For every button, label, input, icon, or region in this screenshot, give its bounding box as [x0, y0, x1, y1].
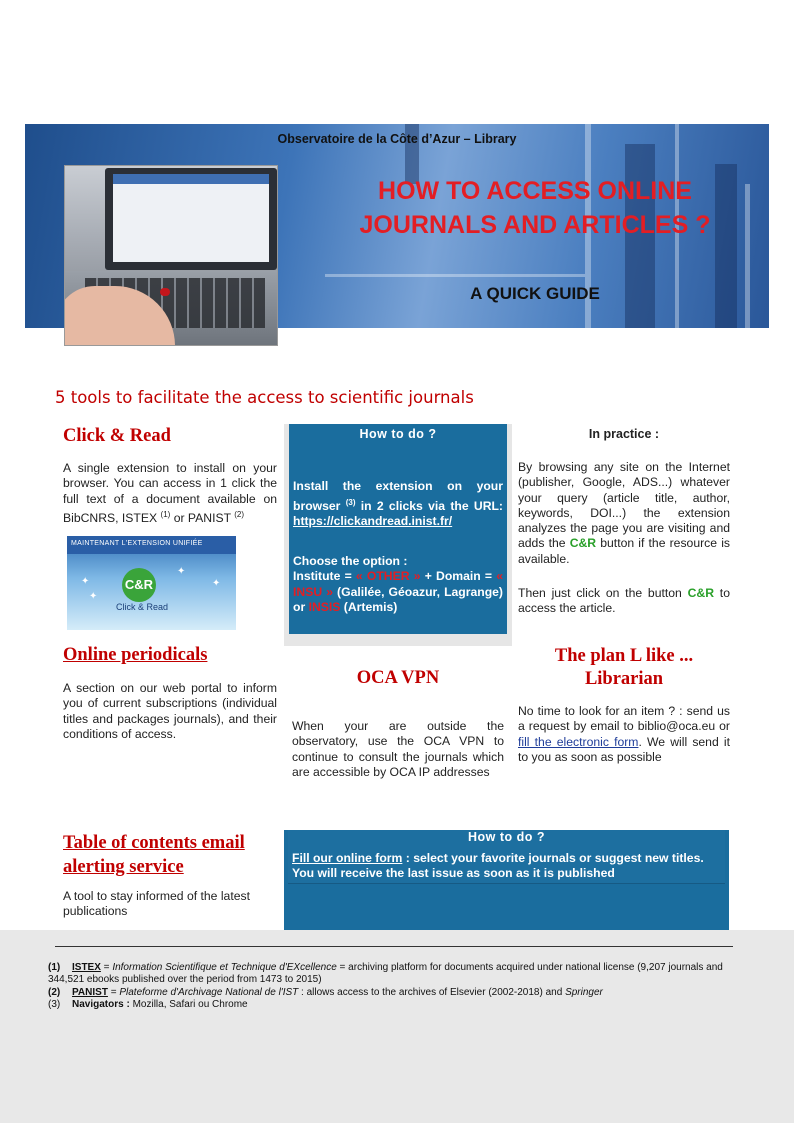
- page-title: HOW TO ACCESS ONLINE JOURNALS AND ARTICLES ?: [359, 177, 711, 239]
- electronic-form-link[interactable]: fill the electronic form: [518, 734, 639, 749]
- organization-name: Observatoire de la Côte d’Azur – Library: [277, 132, 517, 146]
- footer-divider: [55, 946, 733, 947]
- vpn-title: OCA VPN: [356, 668, 440, 688]
- howto-install-box: [289, 424, 507, 634]
- practice-title: In practice :: [588, 427, 660, 441]
- install-instructions: Install the extension on your browser $^{(3)}$ in 2 clicks via the URL: https://clickandread.inist.fr/: [293, 479, 503, 529]
- online-form-link[interactable]: Fill our online form: [292, 851, 403, 865]
- click-read-description: A single extension to install on your browser. You can access in 1 click the full text of a document available on BibCNRS, ISTEX $^{(1)}$ or PANIST $^{(2)}$: [63, 461, 277, 525]
- footnote-2: (2) PANIST = Plateforme d'Archivage National de l'IST : allows access to the archives of Elsevier (2002-2018) and Springer: [48, 987, 603, 998]
- footer: [0, 930, 794, 1123]
- footnote-3: (3) Navigators : Mozilla, Safari ou Chrome: [48, 999, 248, 1010]
- online-periodicals-title[interactable]: Online periodicals: [63, 645, 208, 665]
- clickandread-link[interactable]: https://clickandread.inist.fr/: [293, 514, 453, 529]
- plan-l-title: The plan L like ... Librarian: [554, 646, 694, 689]
- howto-title: How to do ?: [359, 427, 437, 441]
- alert-instructions: Fill our online form : select your favorite journals or suggest new titles. You will receive the last issue as soon as it is published: [292, 851, 704, 880]
- plan-l-description: No time to look for an item ? : send us a request by email to biblio@oca.eu or fill the electronic form. We will send it to you as soon as possible: [518, 704, 730, 764]
- option-instructions: Choose the option : Institute = « OTHER » + Domain = « INSU » (Galilée, Géoazur, Lagrange) or INSIS (Artemis): [293, 553, 503, 615]
- howto-alert-box: [288, 830, 725, 884]
- periodicals-description: A section on our web portal to inform you of current subscriptions (individual titles and packages journals), and their conditions of access.: [63, 681, 277, 741]
- practice-description: By browsing any site on the Internet (publisher, Google, ADS...) whatever your query (article title, author, keywords, DOI...) the extension analyzes the page you are visiting and adds the C&R button if the resource is available.: [518, 460, 730, 566]
- page-subtitle: A QUICK GUIDE: [470, 284, 600, 303]
- click-read-logo-icon: C&R: [122, 568, 156, 602]
- section-heading: 5 tools to facilitate the access to scientific journals: [55, 388, 474, 407]
- click-read-title: Click & Read: [63, 426, 171, 446]
- howto-alert-title: How to do ?: [467, 830, 545, 844]
- vpn-description: When your are outside the observatory, use the OCA VPN to continue to consult the journals which are accessible by OCA IP addresses: [292, 719, 504, 779]
- click-read-image: MAINTENANT L'EXTENSION UNIFIÉE ✦ ✦ ✦ ✦ C&R Click & Read: [67, 536, 236, 630]
- laptop-photo: [64, 165, 278, 346]
- toc-alert-title[interactable]: Table of contents email alerting service: [63, 833, 245, 877]
- practice-click-text: Then just click on the button C&R to access the article.: [518, 586, 730, 616]
- footnote-1: (1) ISTEX = Information Scientifique et Technique d'EXcellence = archiving platform for documents acquired under national license (9,207 journals and 344,521 ebooks published over the period from 1473 to 2015): [48, 962, 723, 985]
- toc-description: A tool to stay informed of the latest publications: [63, 889, 250, 919]
